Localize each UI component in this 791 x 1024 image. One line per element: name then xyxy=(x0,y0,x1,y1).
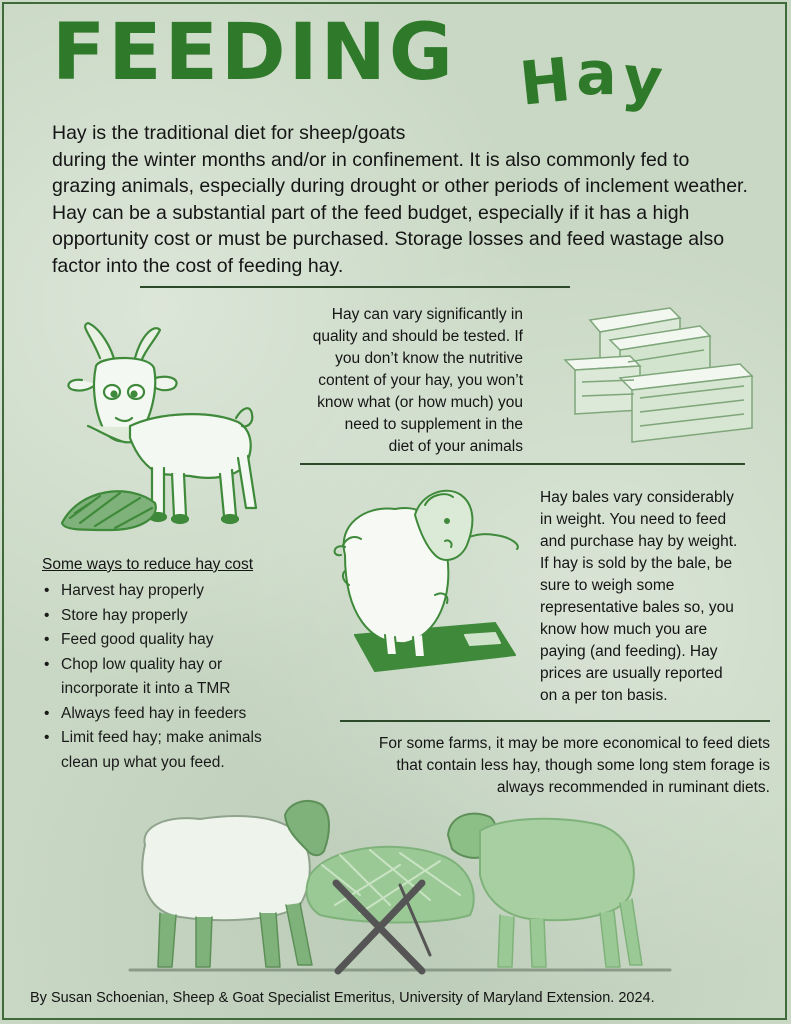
title-feeding: FEEDING xyxy=(52,8,456,98)
bales-note-line: in weight. You need to feed xyxy=(540,511,727,528)
title-hay-letter: a xyxy=(576,39,623,109)
testing-note xyxy=(270,304,523,458)
bales-note-line: If hay is sold by the bale, be xyxy=(540,555,733,572)
bales-note-line: sure to weigh some xyxy=(540,577,675,594)
intro-first-line: Hay is the traditional diet for sheep/goats xyxy=(52,122,406,144)
goat-illustration xyxy=(60,318,260,533)
list-item: • Feed good quality hay xyxy=(42,628,302,653)
bales-note-line: and purchase hay by weight. xyxy=(540,533,738,550)
divider-lower xyxy=(340,720,770,722)
testing-note-line: you don’t know the nutritive xyxy=(335,350,523,367)
testing-note-line: need to supplement in the xyxy=(344,416,523,433)
intro-body: during the winter months and/or in confinement. It is also commonly fed to grazing animals, especially during drought or other periods of inclement weather. Hay can be a substantial part of the feed budget, especially if it has a high opportunity cost or must be purchased. Storage losses and feed wastage also factor into the cost of feeding hay. xyxy=(52,148,748,277)
bales-note-line: prices are usually reported xyxy=(540,665,723,682)
sheep-on-scale-illustration xyxy=(335,485,535,685)
less-hay-note-line: that contain less hay, though some long stem forage is xyxy=(396,757,770,774)
testing-note-line: quality and should be tested. If xyxy=(312,328,523,345)
divider-top xyxy=(140,286,570,288)
testing-note-line: Hay can vary significantly in xyxy=(331,306,523,323)
less-hay-note-line: always recommended in ruminant diets. xyxy=(496,779,770,796)
intro-paragraph xyxy=(52,120,752,279)
divider-middle xyxy=(300,463,745,465)
list-item: • Chop low quality hay or incorporate it into a TMR xyxy=(42,653,302,702)
less-hay-note-line: For some farms, it may be more economical to feed diets xyxy=(378,735,770,752)
cost-tips-list xyxy=(42,579,302,775)
list-item: • Harvest hay properly xyxy=(42,579,302,604)
cost-tips-heading: Some ways to reduce hay cost xyxy=(42,556,254,573)
list-item: • Store hay properly xyxy=(42,604,302,629)
bales-note-line: representative bales so, you xyxy=(540,599,734,616)
list-item: • Limit feed hay; make animals clean up what you feed. xyxy=(42,726,302,775)
bales-note xyxy=(540,487,770,707)
bales-note-line: Hay bales vary considerably xyxy=(540,489,734,506)
hay-bales-illustration xyxy=(560,300,760,450)
less-hay-note xyxy=(300,733,770,799)
sheep-feeding-illustration xyxy=(100,795,700,975)
testing-note-line: content of your hay, you won’t xyxy=(318,372,523,389)
footer-credit: By Susan Schoenian, Sheep & Goat Specialist Emeritus, University of Maryland Extension. 2024. xyxy=(30,990,655,1006)
bales-note-line: on a per ton basis. xyxy=(540,687,668,704)
bales-note-line: know how much you are xyxy=(540,621,708,638)
list-item: • Always feed hay in feeders xyxy=(42,702,302,727)
testing-note-line: know what (or how much) you xyxy=(317,394,523,411)
title-hay-letter: H xyxy=(516,44,580,120)
bales-note-line: paying (and feeding). Hay xyxy=(540,643,718,660)
title-hay xyxy=(516,39,672,120)
testing-note-line: diet of your animals xyxy=(388,438,523,455)
title-hay-letter: y xyxy=(619,42,672,118)
